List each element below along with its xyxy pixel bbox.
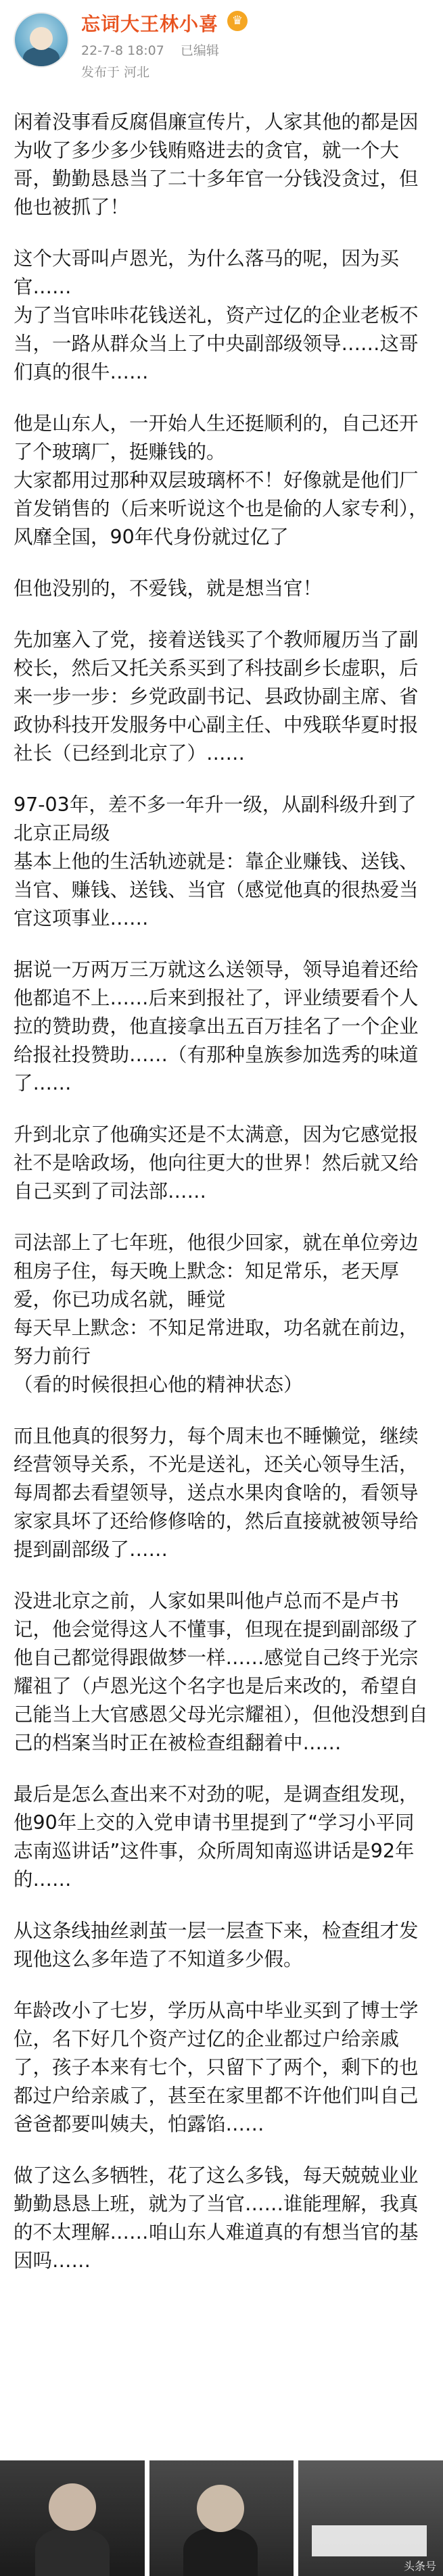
post-body (14, 108, 429, 2275)
photo-face (49, 2483, 96, 2531)
paragraph: 升到北京了他确实还是不太满意，因为它感觉报社不是啥政场，他向往更大的世界！然后就又给自己买到了司法部…… (14, 1123, 419, 1202)
photo-figure (183, 2528, 258, 2576)
paragraph: 97-03年，差不多一年升一级，从副科级升到了北京正局级 基本上他的生活轨迹就是：靠企业赚钱、送钱、当官、赚钱、送钱、当官（感觉他真的很热爱当官这项事业…… (14, 794, 419, 929)
paragraph: 做了这么多牺牲，花了这么多钱，每天兢兢业业勤勤恳恳上班，就为了当官……谁能理解，我真的不太理解……咱山东人难道真的有想当官的基因吗…… (14, 2164, 419, 2272)
avatar[interactable] (14, 12, 69, 68)
paragraph: 他是山东人，一开始人生还挺顺利的，自己还开了个玻璃厂，挺赚钱的。 大家都用过那种双层玻璃杯不！好像就是他们厂首发销售的（后来听说这个也是偷的人家专利），风靡全国，90年代身份就过亿了 (14, 412, 428, 548)
post-location: 发布于 河北 (81, 65, 150, 80)
photo-face (197, 2485, 244, 2532)
post-header (0, 0, 443, 88)
crown-icon: ♛ (227, 11, 248, 31)
paragraph: 但他没别的，不爱钱，就是想当官！ (14, 577, 323, 600)
paragraph: 这个大哥叫卢恩光，为什么落马的呢，因为买官…… 为了当官咔咔花钱送礼，资产过亿的企业老板不当，一路从群众当上了中央副部级领导……这哥们真的很牛…… (14, 247, 419, 383)
paragraph: 从这条线抽丝剥茧一层一层查下来，检查组才发现他这么多年造了不知道多少假。 (14, 1920, 419, 1970)
post-meta (81, 41, 231, 59)
paragraph: 年龄改小了七岁，学历从高中毕业买到了博士学位，名下好几个资产过亿的企业都过户给亲戚了，孩子本来有七个，只留下了两个，剩下的也都过户给亲戚了，甚至在家里都不许他们叫自己爸爸都要叫姨夫，怕露馅…… (14, 1999, 419, 2135)
photo-figure (35, 2528, 110, 2576)
post-date: 22-7-8 18:07 (81, 43, 164, 58)
paragraph: 闲着没事看反腐倡廉宣传片，人家其他的都是因为收了多少多少钱贿赂进去的贪官，就一个大哥，勤勤恳恳当了二十多年官一分钱没贪过，但他也被抓了！ (14, 111, 419, 218)
paragraph: 最后是怎么查出来不对劲的呢，是调查组发现，他90年上交的入党申请书里提到了“学习小平同志南巡讲话”这件事，众所周知南巡讲话是92年的…… (14, 1783, 419, 1891)
news-photo-1[interactable] (0, 2460, 145, 2576)
paragraph: 司法部上了七年班，他很少回家，就在单位旁边租房子住，每天晚上默念：知足常乐，老天厚爱，你已功成名就，睡觉 每天早上默念：不知足常进取，功名就在前边，努力前行 （看的时候很担心他的精神状态） (14, 1232, 419, 1396)
news-photo-2[interactable] (149, 2460, 294, 2576)
paragraph: 先加塞入了党，接着送钱买了个教师履历当了副校长，然后又托关系买到了科技副乡长虚职，后来一步一步：乡党政副书记、县政协副主席、省政协科技开发服务中心副主任、中残联华夏时报社长（已经到北京了）…… (14, 629, 419, 764)
watermark: 头条号 (403, 2560, 436, 2573)
paragraph: 而且他真的很努力，每个周末也不睡懒觉，继续经营领导关系，不光是送礼，还关心领导生活，每周都去看望领导，送点水果肉食啥的，看领导家家具坏了还给修修啥的，然后直接就被领导给提到副部级了…… (14, 1425, 419, 1561)
paragraph: 据说一万两万三万就这么送领导，领导追着还给他都追不上……后来到报社了，评业绩要看个人拉的赞助费，他直接拿出五百万挂名了一个企业给报社投赞助……（有那种皇族参加选秀的味道了…… (14, 958, 419, 1094)
username[interactable]: 忘词大王林小喜 (81, 13, 219, 35)
edited-label[interactable]: 已编辑 (180, 43, 219, 58)
photo-document (312, 2525, 427, 2556)
paragraph: 没进北京之前，人家如果叫他卢总而不是卢书记，他会觉得这人不懂事，但现在提到副部级了他自己都觉得跟做梦一样……感觉自己终于光宗耀祖了（卢恩光这个名字也是后来改的，希望自己能当上大官感恩父母光宗耀祖），但他没想到自己的档案当时正在被检查组翻着中…… (14, 1590, 428, 1754)
